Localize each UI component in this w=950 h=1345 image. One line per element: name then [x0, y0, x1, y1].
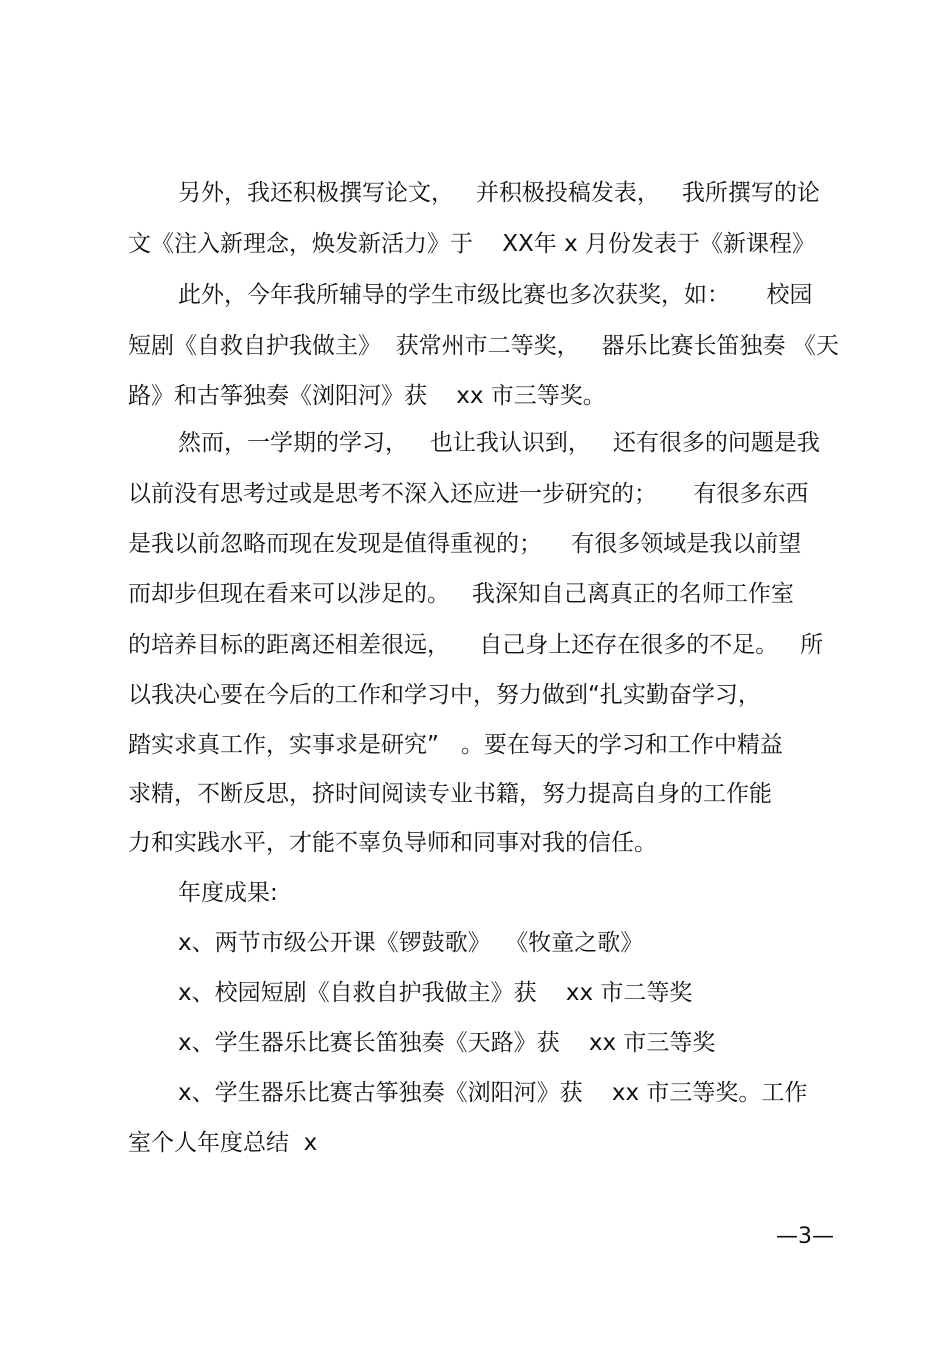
body-line-4: 短剧《自救自护我做主》 获常州市二等奖， 器乐比赛长笛独奏 《天: [128, 333, 839, 359]
body-line-12: 踏实求真工作，实事求是研究” 。要在每天的学习和工作中精益: [128, 732, 783, 758]
list-item: x、两节市级公开课《锣鼓歌》 《牧童之歌》: [178, 930, 644, 956]
body-line-2: 文《注入新理念，焕发新活力》于 XX年 x 月份发表于《新课程》: [128, 231, 815, 257]
body-line-6: 然而，一学期的学习， 也让我认识到， 还有很多的问题是我: [178, 430, 820, 456]
page-number: —3—: [776, 1224, 834, 1249]
body-line-3: 此外，今年我所辅导的学生市级比赛也多次获奖，如： 校园: [178, 282, 813, 308]
list-item: x、校园短剧《自救自护我做主》获 xx 市二等奖: [178, 980, 693, 1006]
list-item: x、学生器乐比赛古筝独奏《浏阳河》获 xx 市三等奖。工作: [178, 1080, 808, 1106]
section-heading: 年度成果:: [178, 880, 278, 906]
body-line-5: 路》和古筝独奏《浏阳河》获 xx 市三等奖。: [128, 383, 606, 409]
body-line-11: 以我决心要在今后的工作和学习中，努力做到“扎实勤奋学习，: [128, 682, 761, 708]
body-line-10: 的培养目标的距离还相差很远， 自己身上还存在很多的不足。 所: [128, 632, 824, 658]
body-line-1: 另外，我还积极撰写论文， 并积极投稿发表， 我所撰写的论: [178, 180, 820, 206]
body-line-14: 力和实践水平，才能不辜负导师和同事对我的信任。: [128, 830, 657, 856]
body-line-8: 是我以前忽略而现在发现是值得重视的； 有很多领域是我以前望: [128, 531, 802, 557]
list-item: x、学生器乐比赛长笛独奏《天路》获 xx 市三等奖: [178, 1030, 716, 1056]
body-line-20: 室个人年度总结 x: [128, 1130, 318, 1156]
body-line-13: 求精，不断反思，挤时间阅读专业书籍，努力提高自身的工作能: [128, 781, 772, 807]
body-line-9: 而却步但现在看来可以涉足的。 我深知自己离真正的名师工作室: [128, 581, 794, 607]
body-line-7: 以前没有思考过或是思考不深入还应进一步研究的； 有很多东西: [128, 481, 809, 507]
